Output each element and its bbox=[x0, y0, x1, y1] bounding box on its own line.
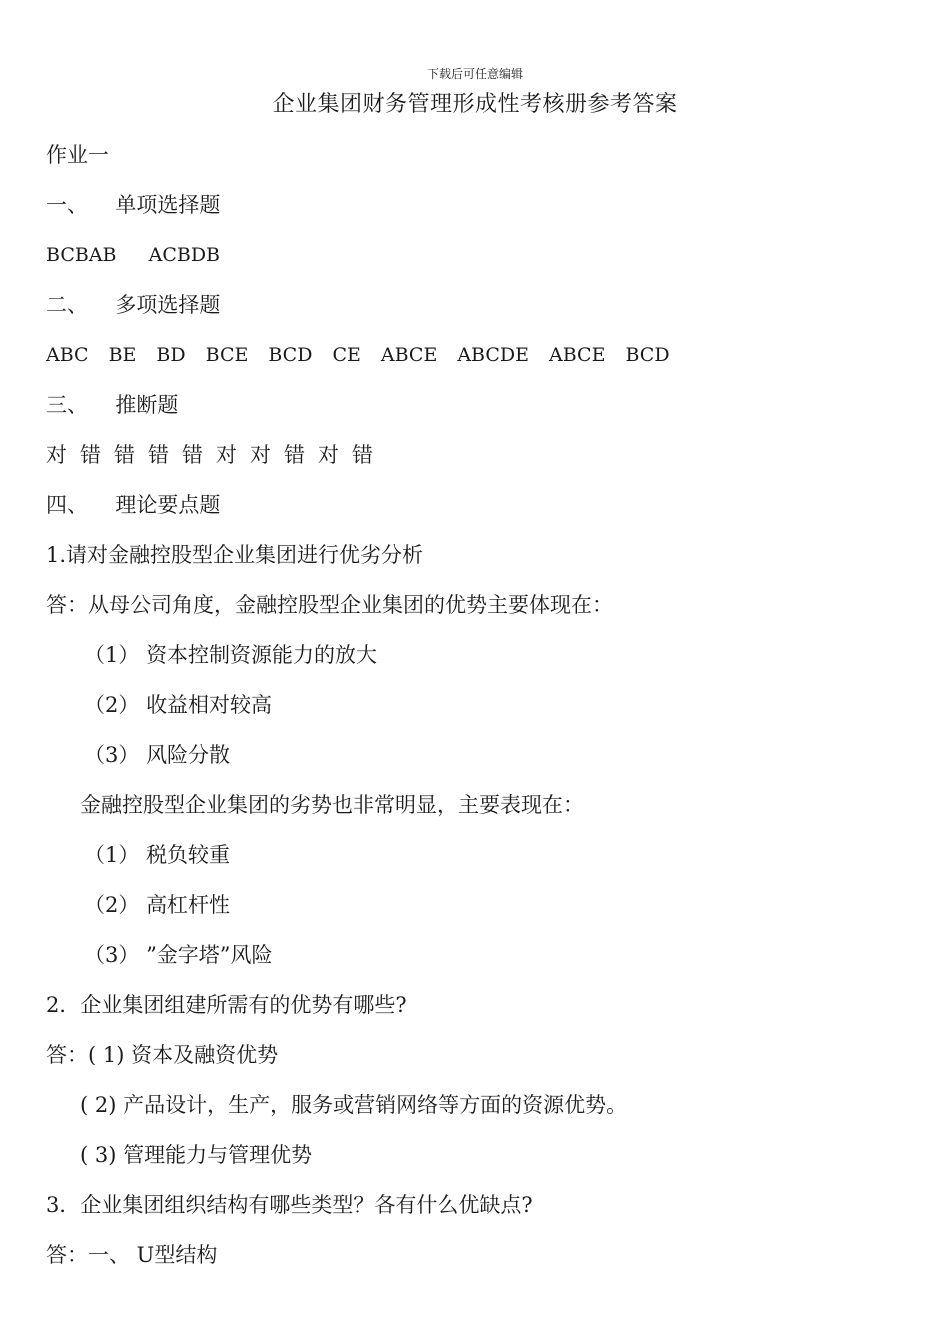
answer-item: 错 bbox=[148, 443, 169, 467]
part3-answers bbox=[46, 440, 373, 470]
part4-number: 四、 bbox=[46, 493, 88, 517]
item-text: 风险分散 bbox=[146, 743, 231, 767]
answer-item: 对 bbox=[46, 443, 67, 467]
part4-heading bbox=[46, 490, 220, 520]
section-heading: 作业一 bbox=[46, 143, 109, 167]
item-number: （1） bbox=[84, 843, 140, 867]
part1-label: 单项选择题 bbox=[115, 193, 221, 217]
advantage-item bbox=[84, 740, 230, 770]
item-number: （1） bbox=[84, 643, 140, 667]
part2-number: 二、 bbox=[46, 293, 88, 317]
answer-2-line: 答：( 1) 资本及融资优势 bbox=[46, 1043, 279, 1067]
item-text: 税负较重 bbox=[146, 843, 231, 867]
answer-group: ACBDB bbox=[148, 244, 221, 266]
answer-item: 错 bbox=[114, 443, 135, 467]
item-text: ”金字塔”风险 bbox=[146, 943, 273, 967]
part1-number: 一、 bbox=[46, 193, 88, 217]
part2-heading bbox=[46, 290, 220, 320]
document-title: 企业集团财务管理形成性考核册参考答案 bbox=[272, 92, 678, 117]
answer-group: BCBAB bbox=[46, 244, 117, 266]
part4-label: 理论要点题 bbox=[115, 493, 221, 517]
advantage-item bbox=[84, 690, 272, 720]
answer-2-line: ( 3) 管理能力与管理优势 bbox=[80, 1143, 313, 1167]
answer-1-intro: 答：从母公司角度，金融控股型企业集团的优势主要体现在： bbox=[46, 593, 613, 617]
answer-item: 对 bbox=[318, 443, 339, 467]
answer-item: ABC bbox=[46, 344, 89, 366]
disadvantage-intro: 金融控股型企业集团的劣势也非常明显，主要表现在： bbox=[80, 793, 584, 817]
answer-item: 错 bbox=[80, 443, 101, 467]
disadvantage-item bbox=[84, 840, 230, 870]
answer-item: CE bbox=[332, 344, 361, 366]
answer-item: 对 bbox=[250, 443, 271, 467]
item-number: （2） bbox=[84, 693, 140, 717]
answer-item: BE bbox=[108, 344, 137, 366]
item-text: 收益相对较高 bbox=[146, 693, 273, 717]
answer-item: ABCE bbox=[380, 344, 438, 366]
item-text: 高杠杆性 bbox=[146, 893, 231, 917]
header-note: 下载后可任意编辑 bbox=[426, 67, 523, 81]
answer-2-line: ( 2) 产品设计，生产，服务或营销网络等方面的资源优势。 bbox=[80, 1093, 628, 1117]
disadvantage-item bbox=[84, 940, 273, 970]
part3-label: 推断题 bbox=[115, 393, 179, 417]
disadvantage-item bbox=[84, 890, 230, 920]
item-number: （3） bbox=[84, 743, 140, 767]
answer-3-line: 答：一、 U型结构 bbox=[46, 1243, 218, 1267]
question-1: 1.请对金融控股型企业集团进行优劣分析 bbox=[46, 543, 424, 567]
answer-item: 错 bbox=[182, 443, 203, 467]
part3-heading bbox=[46, 390, 178, 420]
answer-item: ABCE bbox=[549, 344, 606, 366]
answer-item: BD bbox=[156, 344, 186, 366]
advantage-item bbox=[84, 640, 377, 670]
item-number: （2） bbox=[84, 893, 140, 917]
answer-item: BCE bbox=[205, 344, 249, 366]
part2-label: 多项选择题 bbox=[115, 293, 221, 317]
answer-item: 对 bbox=[216, 443, 237, 467]
answer-item: ABCDE bbox=[457, 344, 530, 366]
part2-answers bbox=[46, 340, 670, 370]
answer-item: BCD bbox=[268, 344, 313, 366]
part1-answers bbox=[46, 240, 220, 270]
part1-heading bbox=[46, 190, 220, 220]
answer-item: 错 bbox=[352, 443, 373, 467]
answer-item: 错 bbox=[284, 443, 305, 467]
item-number: （3） bbox=[84, 943, 140, 967]
part3-number: 三、 bbox=[46, 393, 88, 417]
item-text: 资本控制资源能力的放大 bbox=[146, 643, 378, 667]
question-3: 3．企业集团组织结构有哪些类型？各有什么优缺点? bbox=[46, 1193, 533, 1217]
question-2: 2．企业集团组建所需有的优势有哪些? bbox=[46, 993, 407, 1017]
answer-item: BCD bbox=[625, 344, 670, 366]
